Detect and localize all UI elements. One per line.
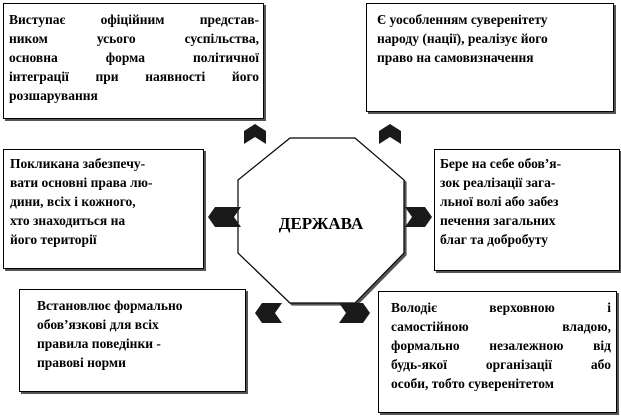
box-text-line: правила поведінки - xyxy=(37,336,161,351)
box-text-line: інтеграції при наявності його xyxy=(9,69,259,84)
box-text-line: благ та добробуту xyxy=(440,232,548,247)
box-text-line: ником усього суспільства, xyxy=(9,31,259,46)
box-text-line: печення загальних xyxy=(440,213,556,228)
arrow-top-left-icon xyxy=(244,124,266,144)
box-text-line: право на самовизначення xyxy=(377,50,534,65)
box-text-line: формально незалежною від xyxy=(391,338,611,353)
box-text-line: Встановлює формально xyxy=(37,298,183,313)
arrow-bottom-right-icon xyxy=(339,303,370,323)
box-text-line: льної волі або забез xyxy=(440,194,559,209)
arrow-bottom-left-icon xyxy=(255,303,282,323)
box-text-line: особи, тобто суверенітетом xyxy=(391,376,554,391)
box-text-line: обов’язкові для всіх xyxy=(37,317,159,332)
box-text-line: народу (нації), реалізує його xyxy=(377,31,548,46)
arrow-mid-left-icon xyxy=(208,207,241,227)
box-text-line: Бере на себе обов’я- xyxy=(440,156,562,171)
arrow-mid-right-icon xyxy=(405,207,432,227)
box-text-line: Є уособленням суверенітету xyxy=(377,12,548,27)
box-text-line: Виступає офіційним представ- xyxy=(9,12,259,27)
box-text-line: основна форма політичної xyxy=(9,50,259,65)
box-text-line: Покликана забезпечу- xyxy=(10,156,146,171)
box-text-line: правові норми xyxy=(37,355,126,370)
arrow-top-right-icon xyxy=(379,124,401,144)
box-text-line: його території xyxy=(10,232,97,247)
box-text-line: розшарування xyxy=(9,88,98,103)
box-text-line: самостійною владою, xyxy=(391,319,611,334)
center-label: ДЕРЖАВА xyxy=(278,214,364,233)
box-text-line: вати основні права лю- xyxy=(10,175,153,190)
box-text-line: дини, всіх і кожного, xyxy=(10,194,136,209)
box-text-line: будь-якої організації або xyxy=(391,357,611,372)
box-text-line: Володіє верховною і xyxy=(391,300,611,315)
box-text-line: хто знаходиться на xyxy=(10,213,126,228)
box-text-line: зок реалізації зага- xyxy=(440,175,556,190)
